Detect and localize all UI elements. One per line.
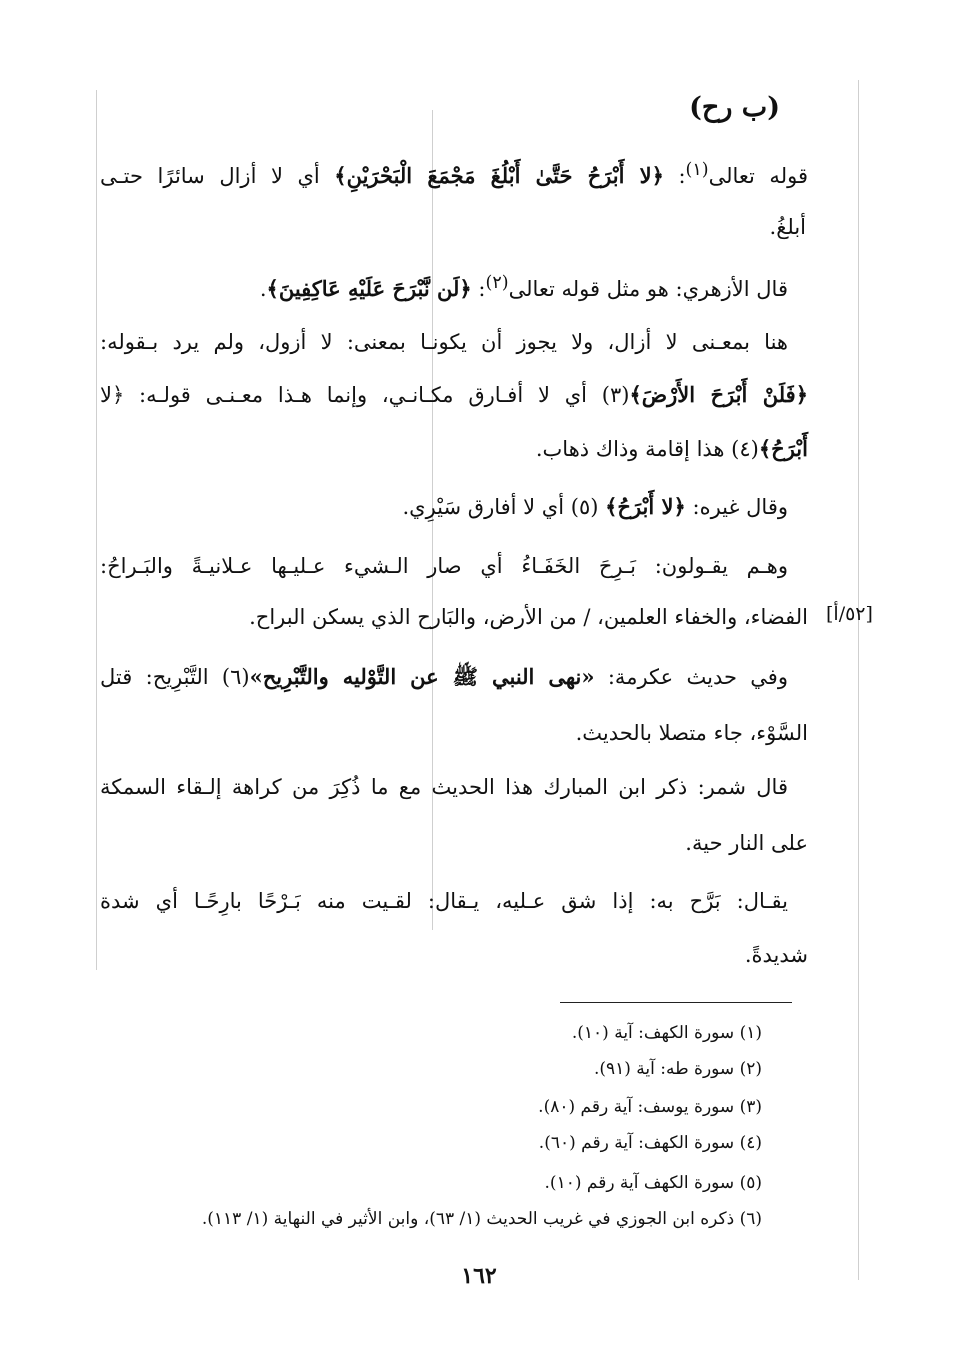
line-text: وهـم يقـولون: بَـرِحَ الخَفَـاءُ أي صار الـشيء عـليـها عـلانيـةً والبَـراحُ: <box>100 554 788 578</box>
line-text: (٦) التَّبْرِيح: قتل <box>100 665 250 689</box>
quran-quote: ﴿لا أَبْرَحُ حَتَّىٰ أَبْلُغَ مَجْمَعَ الْبَحْرَيْنِ﴾ <box>334 163 664 188</box>
quran-quote: ﴿فَلَنْ أَبْرَحَ الأَرْضَ﴾ <box>629 382 809 407</box>
footnote-ref: (١) <box>685 160 709 180</box>
line-text: : <box>663 164 686 188</box>
footnote-2: (٢) سورة طه: آية (٩١). <box>593 1059 762 1079</box>
text-line-8 <box>100 551 788 581</box>
line-text: قال شمر: ذكر ابن المبارك هذا الحديث مع ما ذُكِرَ من كراهة إلـقاء السمكة <box>100 775 788 799</box>
quran-quote: ﴿لَن نَّبْرَحَ عَلَيْهِ عَاكِفِينَ﴾ <box>266 276 472 301</box>
line-text: أي لا أزال سائرًا حتـى <box>100 164 335 188</box>
text-line-5 <box>100 380 808 410</box>
manuscript-folio-marker: [٥٢/أ] <box>826 603 873 625</box>
footnote-4: (٤) سورة الكهف: آية رقم (٦٠). <box>538 1133 762 1153</box>
line-text: شديدةً. <box>744 943 808 967</box>
page-number: ١٦٢ <box>461 1263 497 1289</box>
text-line-3 <box>260 268 788 304</box>
line-text: (٣) أي لا أفـارق مكـانـي، وإنما هـذا معـنـى قولـه: ﴿لا <box>100 383 630 407</box>
line-text: (٥) أي لا أفارق سَيْرِي. <box>402 495 606 519</box>
line-text: أبلغُ. <box>769 215 806 239</box>
line-text: وفي حديث عكرمة: <box>594 665 788 689</box>
text-line-9 <box>249 602 808 632</box>
line-text: على النار حية. <box>685 831 808 855</box>
text-line-12 <box>100 772 788 802</box>
text-line-10 <box>100 662 788 692</box>
footnote-3: (٣) سورة يوسف: آية رقم (٨٠). <box>538 1097 762 1117</box>
line-text: (٤) هذا إقامة وذاك ذهاب. <box>535 437 759 461</box>
footnote-ref: (٢) <box>485 273 509 293</box>
line-text: السَّوْء، جاء متصلا بالحديث. <box>575 721 808 745</box>
line-text: قال الأزهري: هو مثل قوله تعالى <box>508 277 788 301</box>
line-text: الفضاء، والخفاء العلمين، / من الأرض، والبَارح الذي يسكن البراح. <box>249 605 808 629</box>
footnote-5: (٥) سورة الكهف آية رقم (١٠). <box>544 1173 762 1193</box>
hadith-quote: «نهى النبي ﷺ عن التَّوْليه والتَّبْرِيح» <box>249 664 595 689</box>
text-line-7 <box>402 492 788 522</box>
text-line-14 <box>100 886 788 916</box>
line-text: . <box>259 277 267 301</box>
scan-artifact-line <box>858 80 859 1280</box>
text-line-11 <box>576 718 808 748</box>
footnote-separator <box>560 1002 792 1003</box>
quran-quote: ﴿لا أَبْرَحُ﴾ <box>605 494 686 519</box>
footnote-6: (٦) ذكره ابن الجوزي في غريب الحديث (١/ ٦٣)، وابن الأثير في النهاية (١/ ١١٣). <box>201 1209 762 1229</box>
scan-artifact-line <box>96 90 97 970</box>
line-text: وقال غيره: <box>685 495 788 519</box>
line-text: قوله تعالى <box>708 164 808 188</box>
line-text: : <box>471 277 486 301</box>
quran-quote: أَبْرَحُ﴾ <box>758 436 808 461</box>
line-text: هنا بمعـنى لا أزال، ولا يجوز أن يكونـا بمعنى: لا أزول، ولم يرد بـقوله: <box>100 330 788 354</box>
text-line-4 <box>100 327 788 357</box>
text-line-2 <box>770 212 806 242</box>
text-line-1 <box>100 155 808 191</box>
entry-heading: (ب رح) <box>689 92 780 123</box>
text-line-6 <box>536 434 808 464</box>
footnote-1: (١) سورة الكهف: آية (١٠). <box>571 1023 762 1043</box>
line-text: يقـال: بَرَّح به: إذا شق عـليه، يـقال: لقـيت منه بَـرْحًا بارِحًـا أي شدة <box>100 889 788 913</box>
text-line-15 <box>745 940 808 970</box>
text-line-13 <box>685 828 808 858</box>
